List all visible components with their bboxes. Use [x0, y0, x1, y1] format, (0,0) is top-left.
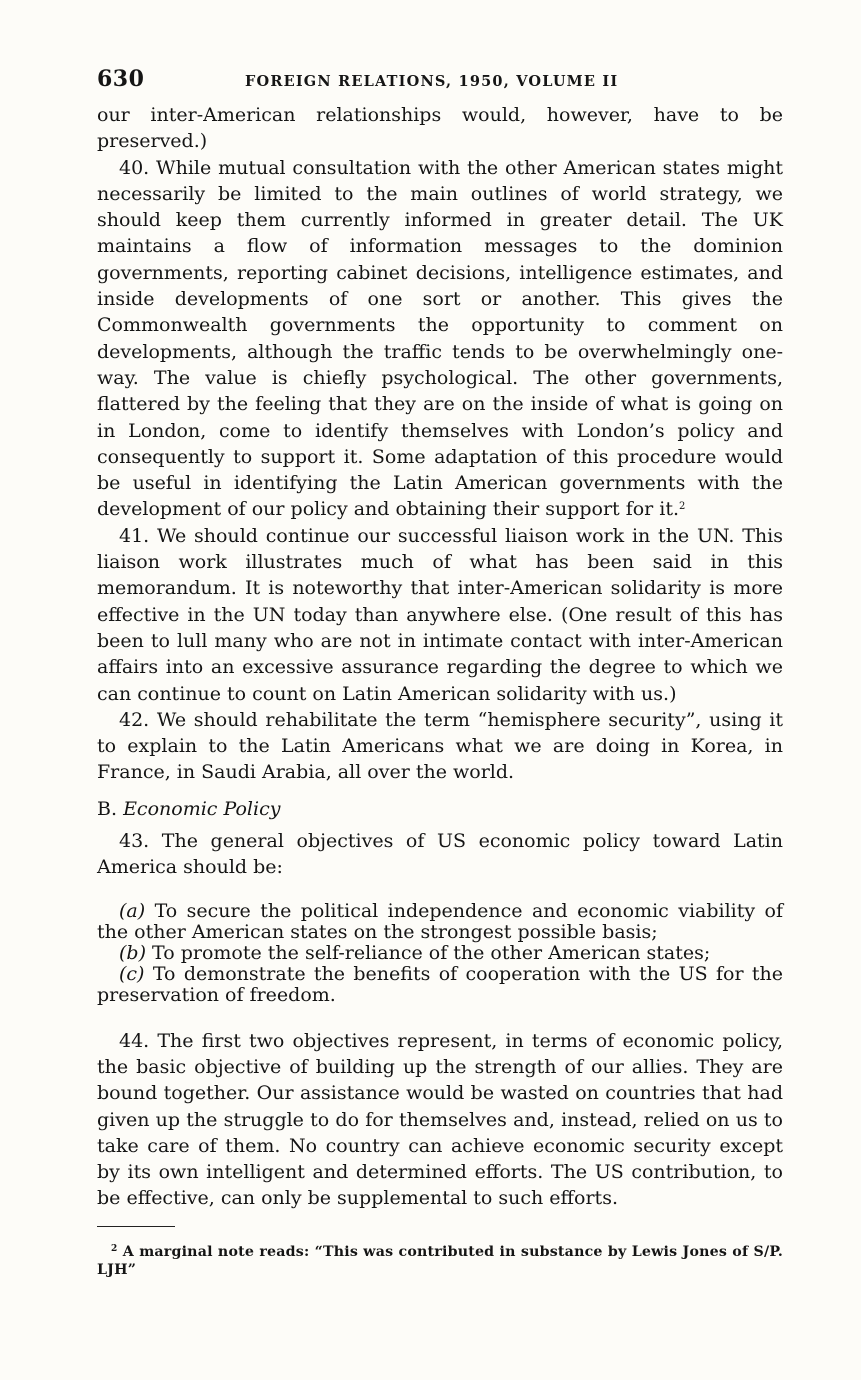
paragraph-44: 44. The first two objectives represent, in terms of economic policy, the basic objective of building up the strength of our allies. They are bound together. Our assistance would be wasted on countries that had given up the struggle to do for themselves and, instead, relied on us to take care of them. No country can achieve economic security except by its own intelligent and determined efforts. The US contribution, to be effective, can only be supplemental to such efforts. [97, 1029, 783, 1210]
section-letter: B. [97, 797, 118, 820]
objective-c [97, 964, 783, 1006]
paragraph-40-text: 40. While mutual consultation with the other American states might necessarily be limited to the main outlines of world strategy, we should keep them currently informed in greater detail. The UK maintains a flow of information messages to the dominion governments, reporting cabinet decisions, intelligence estimates, and inside developments of one sort or another. This gives the Commonwealth governments the opportunity to comment on developments, although the traffic tends to be overwhelmingly one-way. The value is chiefly psychological. The other governments, flattered by the feeling that they are on the inside of what is going on in London, come to identify themselves with London’s policy and consequently to support it. Some adaptation of this procedure would be useful in identifying the Latin American governments with the development of our policy and obtaining their support for it. [97, 156, 783, 521]
paragraph-42: 42. We should rehabilitate the term “hemisphere security”, using it to explain to the Latin Americans what we are doing in Korea, in France, in Saudi Arabia, all over the world. [97, 708, 783, 784]
objective-text: To demonstrate the benefits of cooperation with the US for the preservation of freedom. [97, 962, 784, 1006]
objective-text: To promote the self-reliance of the other American states; [152, 941, 711, 964]
footnote-divider [97, 1226, 175, 1227]
objectives-list [97, 901, 783, 1006]
objective-a [97, 901, 783, 943]
footnote [97, 1243, 783, 1279]
objective-label: (b) [119, 941, 146, 964]
objective-text: To secure the political independence and economic viability of the other American states on the strongest possible basis; [97, 899, 783, 943]
section-title: Economic Policy [123, 797, 281, 820]
objective-b [97, 943, 783, 964]
paragraph-41: 41. We should continue our successful liaison work in the UN. This liaison work illustrates much of what has been said in this memorandum. It is noteworthy that inter-American solidarity is more effective in the UN today than anywhere else. (One result of this has been to lull many who are not in intimate contact with inter-American affairs into an excessive assurance regarding the degree to which we can continue to count on Latin American solidarity with us.) [97, 524, 783, 705]
page-number: 630 [97, 66, 145, 92]
footnote-text: A marginal note reads: “This was contributed in substance by Lewis Jones of S/P. LJH” [97, 1243, 784, 1278]
footnote-marker: 2 [111, 1243, 118, 1254]
continuation-paragraph: our inter-American relationships would, however, have to be preserved.) [97, 104, 783, 153]
page-header [97, 66, 783, 102]
document-page [97, 66, 783, 1279]
section-heading [97, 796, 783, 822]
running-head: FOREIGN RELATIONS, 1950, VOLUME II [245, 73, 619, 90]
paragraph-40 [97, 155, 783, 523]
footnote-reference: 2 [679, 501, 686, 513]
paragraph-43: 43. The general objectives of US economic policy toward Latin America should be: [97, 830, 783, 879]
objective-label: (c) [119, 962, 145, 985]
objective-label: (a) [119, 899, 146, 922]
